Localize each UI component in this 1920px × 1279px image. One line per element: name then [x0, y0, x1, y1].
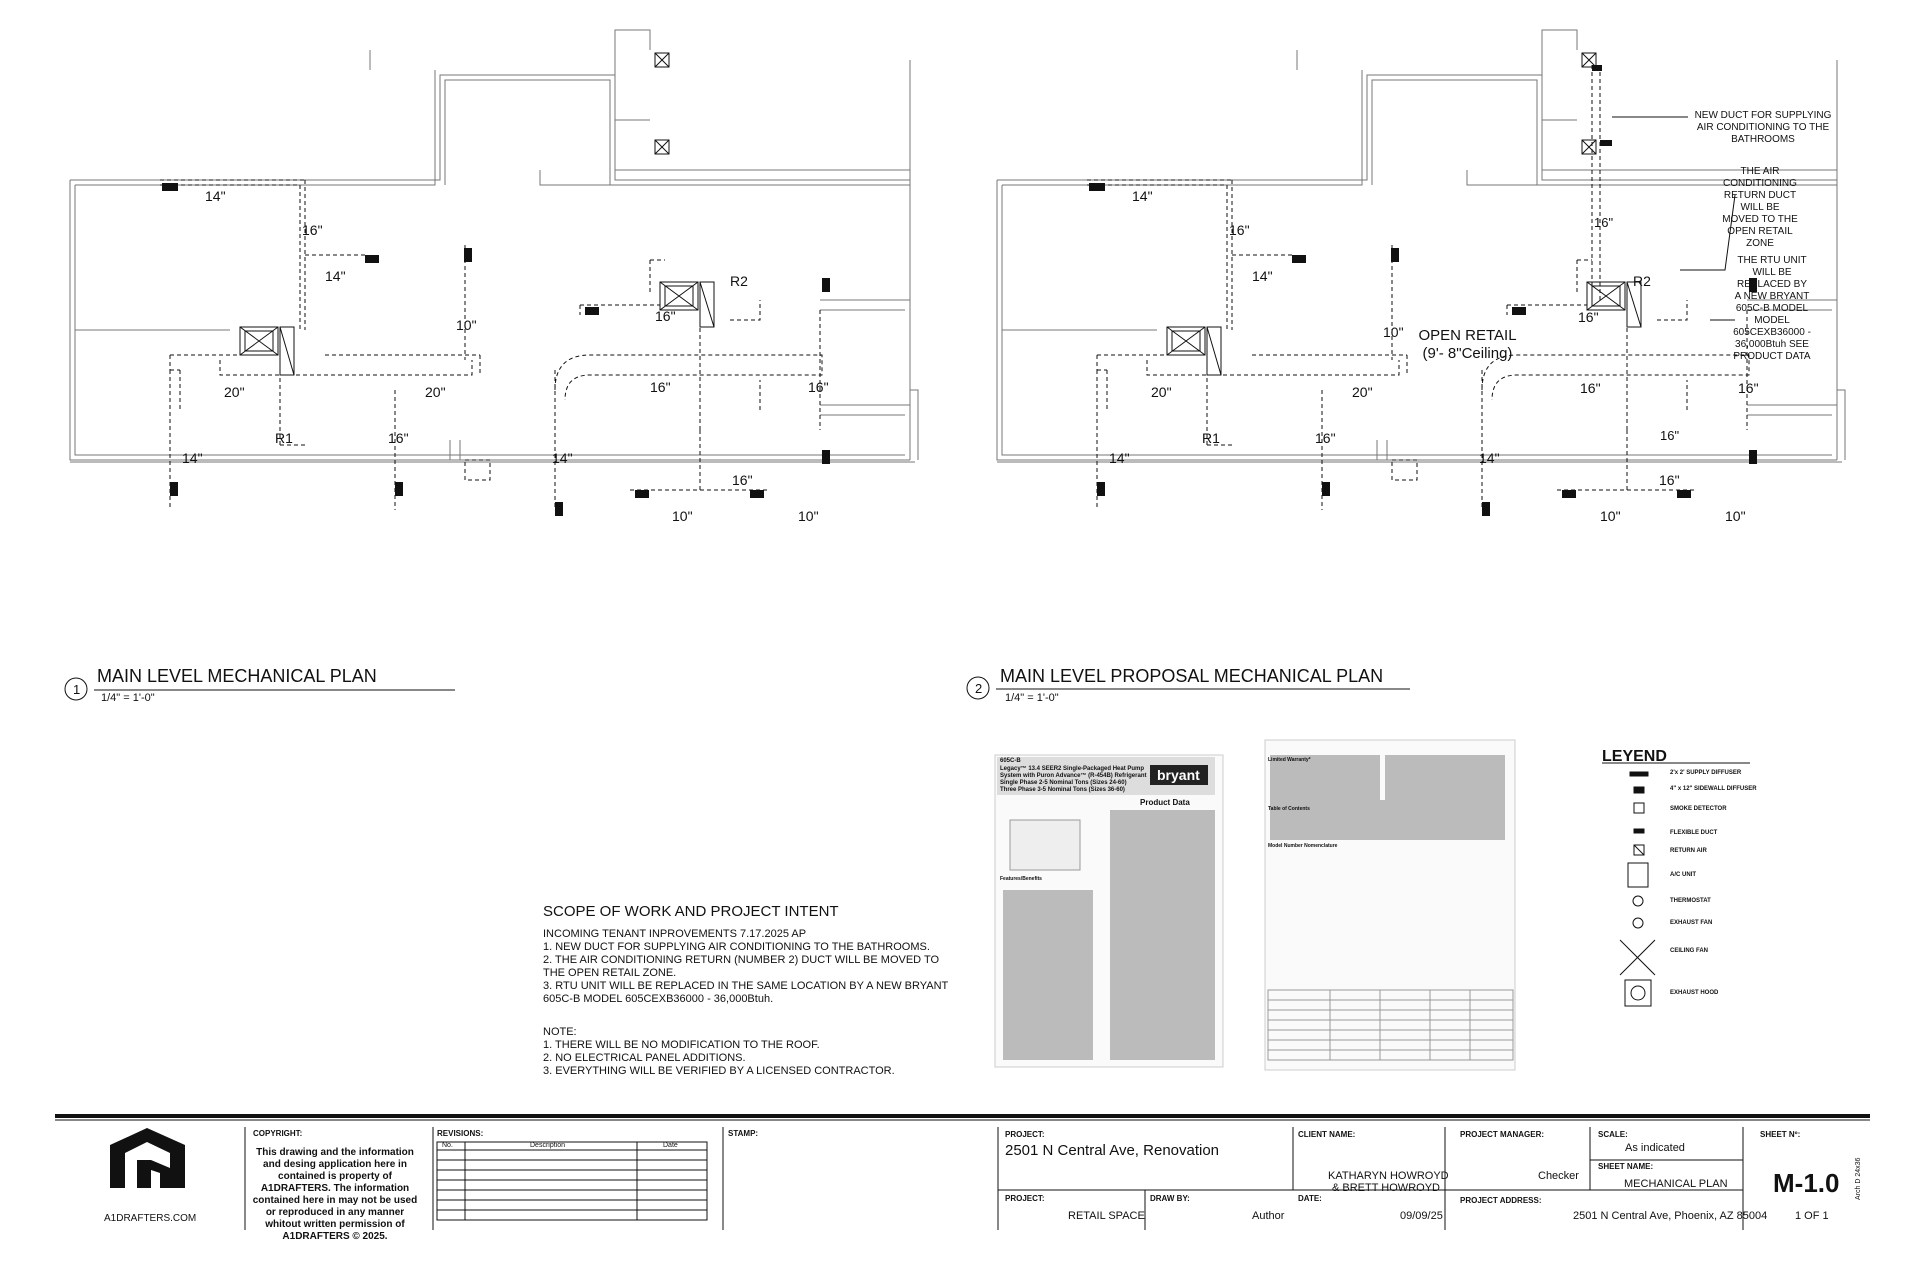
duct-size-label: 10"	[1383, 324, 1404, 340]
note-rtu: THE RTU UNIT WILL BE REPLACED BY A NEW BRYANT 605C-B MODEL MODEL 605CEXB36000 - 36,000Btuh SEE PRODUCT DATA	[1733, 255, 1811, 362]
duct-size-label: 10"	[1725, 508, 1746, 524]
room-label: OPEN RETAIL (9'- 8"Ceiling)	[1418, 327, 1517, 362]
scope-of-work: SCOPE OF WORK AND PROJECT INTENT INCOMING TENANT INPROVEMENTS 7.17.2025 AP 1. NEW DUCT FOR SUPPLYING AIR CONDITIONING TO THE BATHROOMS. 2. THE AIR CONDITIONING RETURN (NUMBER 2) DUCT WILL BE MOVED TO THE OPEN RETAIL ZONE. 3. RTU UNIT WILL BE REPLACED IN THE SAME LOCATION BY A NEW BRYANT 605C-B MODEL 605CEXB36000 - 36,000Btuh. NOTE: 1. THERE WILL BE NO MODIFICATION TO THE ROOF. 2. NO ELECTRICAL PANEL ADDITIONS. 3. EVERYTHING WILL BE VERIFIED BY A LICENSED CONTRACTOR.	[543, 905, 963, 1078]
view-scale: 1/4" = 1'-0"	[101, 692, 155, 704]
view-number: 1	[73, 682, 81, 697]
scope-title: SCOPE OF WORK AND PROJECT INTENT	[543, 903, 839, 920]
duct-size-label: 14"	[1109, 450, 1130, 466]
logo-text: A1DRAFTERS.COM	[104, 1213, 197, 1224]
view-title: MAIN LEVEL MECHANICAL PLAN	[97, 666, 377, 686]
view-scale: 1/4" = 1'-0"	[1005, 692, 1059, 704]
new-bathroom-duct	[1592, 65, 1600, 300]
duct-size-label: 16"	[1660, 428, 1680, 443]
note-new-duct: NEW DUCT FOR SUPPLYING AIR CONDITIONING TO THE BATHROOMS	[1694, 110, 1832, 145]
duct-size-label: 16"	[1578, 309, 1599, 325]
duct-size-label: 10"	[1600, 508, 1621, 524]
project-address: 2501 N Central Ave, Phoenix, AZ 85004	[1573, 1210, 1768, 1222]
duct-size-label: 16"	[1738, 380, 1759, 396]
duct-size-label: 14"	[1132, 188, 1153, 204]
duct-size-label: 10"	[456, 317, 477, 333]
copyright-text: This drawing and the information and desing application here in contained is property of A1DRAFTERS. The information contained here in may not be used or reproduced in any manner whitout written permission of A1DRAFTERS © 2025.	[252, 1147, 418, 1242]
duct-size-label: 16"	[1580, 380, 1601, 396]
duct-size-label: 16"	[732, 472, 753, 488]
duct-size-label: 20"	[1352, 384, 1373, 400]
duct-size-label: 16"	[388, 430, 409, 446]
duct-size-label: 20"	[224, 384, 245, 400]
return-label: R2	[730, 273, 748, 289]
project-name: 2501 N Central Ave, Renovation	[1005, 1142, 1220, 1159]
duct-size-label: 16"	[808, 379, 829, 395]
duct-size-label: 14"	[552, 450, 573, 466]
view-title: MAIN LEVEL PROPOSAL MECHANICAL PLAN	[1000, 666, 1384, 686]
duct-size-label: 16"	[650, 379, 671, 395]
duct-size-label: 16"	[655, 308, 676, 324]
view-number: 2	[975, 681, 983, 696]
sheet-number: M-1.0	[1773, 1168, 1840, 1198]
bryant-logo: bryant	[1157, 767, 1200, 783]
legend-title: LEYEND	[1602, 748, 1667, 765]
duct-size-label: 16"	[1229, 222, 1250, 238]
duct-size-label: 16"	[302, 222, 323, 238]
duct-size-label: 14"	[182, 450, 203, 466]
duct-size-label: 16"	[1659, 472, 1680, 488]
duct-size-label: 20"	[425, 384, 446, 400]
duct-size-label: 10"	[798, 508, 819, 524]
duct-size-label: 14"	[1252, 268, 1273, 284]
return-label: R2	[1633, 273, 1651, 289]
return-label: R1	[275, 430, 293, 446]
bath-diffusers	[1592, 65, 1612, 146]
duct-size-label: 14"	[205, 188, 226, 204]
duct-size-label: 16"	[1594, 215, 1614, 230]
duct-size-label: 16"	[1315, 430, 1336, 446]
legend-symbols	[1602, 763, 1750, 1006]
a1drafters-logo	[110, 1128, 185, 1188]
duct-size-label: 20"	[1151, 384, 1172, 400]
duct-size-label: 14"	[325, 268, 346, 284]
return-label: R1	[1202, 430, 1220, 446]
duct-size-label: 10"	[672, 508, 693, 524]
duct-size-label: 14"	[1479, 450, 1500, 466]
note-return-duct: THE AIR CONDITIONING RETURN DUCT WILL BE MOVED TO THE OPEN RETAIL ZONE	[1722, 166, 1798, 249]
